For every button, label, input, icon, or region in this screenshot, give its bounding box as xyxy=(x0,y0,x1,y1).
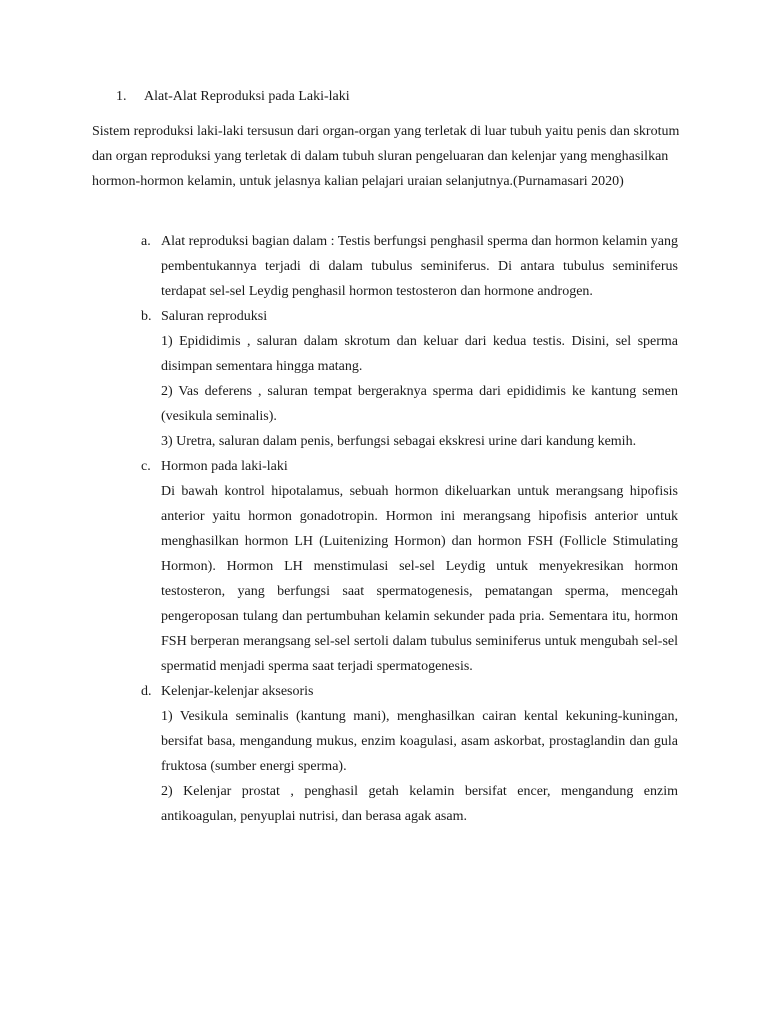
list-item-a xyxy=(141,229,678,304)
list-item-paragraph: 2) Vas deferens , saluran tempat bergeraknya sperma dari epididimis ke kantung semen (vesikula seminalis). xyxy=(161,384,678,424)
list-marker: c. xyxy=(141,459,151,474)
list-item-paragraph: Di bawah kontrol hipotalamus, sebuah hormon dikeluarkan untuk merangsang hipofisis anterior yaitu hormon gonadotropin. Hormon ini merangsang hipofisis anterior untuk menghasilkan hormon LH (Luitenizing Hormon) dan hormon FSH (Follicle Stimulating Hormon). Hormon LH menstimulasi sel-sel Leydig untuk menyekresikan hormon testosteron, yang berfungsi saat spermatogenesis, pematangan sperma, mencegah pengeroposan tulang dan pertumbuhan kelamin sekunder pada pria. Sementara itu, hormon FSH berperan merangsang sel-sel sertoli dalam tubulus seminiferus untuk mengubah sel-sel spermatid menjadi sperma saat terjadi spermatogenesis. xyxy=(161,484,678,674)
list-item-text: Alat reproduksi bagian dalam : Testis berfungsi penghasil sperma dan hormon kelamin yang pembentukannya terjadi di dalam tubulus seminiferus. Di antara tubulus seminiferus terdapat sel-sel Leydig penghasil hormon testosteron dan hormone androgen. xyxy=(161,234,678,299)
list-item-title: Hormon pada laki-laki xyxy=(161,459,288,474)
list-item-title: Kelenjar-kelenjar aksesoris xyxy=(161,684,314,699)
list-item-paragraph: 1) Epididimis , saluran dalam skrotum dan keluar dari kedua testis. Disini, sel sperma disimpan sementara hingga matang. xyxy=(161,334,678,374)
list-item-title: Saluran reproduksi xyxy=(161,309,268,324)
list-item-paragraph: 2) Kelenjar prostat , penghasil getah kelamin bersifat encer, mengandung enzim antikoagulan, penyuplai nutrisi, dan berasa agak asam. xyxy=(161,784,678,824)
subsection-list xyxy=(141,229,678,829)
section-title: Alat-Alat Reproduksi pada Laki-laki xyxy=(144,89,350,104)
list-marker: a. xyxy=(141,234,151,249)
list-item-paragraph: 1) Vesikula seminalis (kantung mani), menghasilkan cairan kental kekuning-kuningan, bersifat basa, mengandung mukus, enzim koagulasi, asam askorbat, prostaglandin dan gula fruktosa (sumber energi sperma). xyxy=(161,709,678,774)
list-item-c xyxy=(141,454,678,679)
list-marker: b. xyxy=(141,309,152,324)
list-item-b xyxy=(141,304,678,454)
section-heading xyxy=(116,87,350,107)
intro-paragraph: Sistem reproduksi laki-laki tersusun dari organ-organ yang terletak di luar tubuh yaitu penis dan skrotum dan organ reproduksi yang terletak di dalam tubuh sluran pengeluaran dan kelenjar yang menghasilkan hormon-hormon kelamin, untuk jelasnya kalian pelajari uraian selanjutnya.(Purnamasari 2020) xyxy=(92,124,680,189)
list-item-paragraph: 3) Uretra, saluran dalam penis, berfungsi sebagai ekskresi urine dari kandung kemih. xyxy=(161,434,637,449)
list-marker: d. xyxy=(141,684,152,699)
list-item-d xyxy=(141,679,678,829)
section-number: 1. xyxy=(116,89,127,104)
